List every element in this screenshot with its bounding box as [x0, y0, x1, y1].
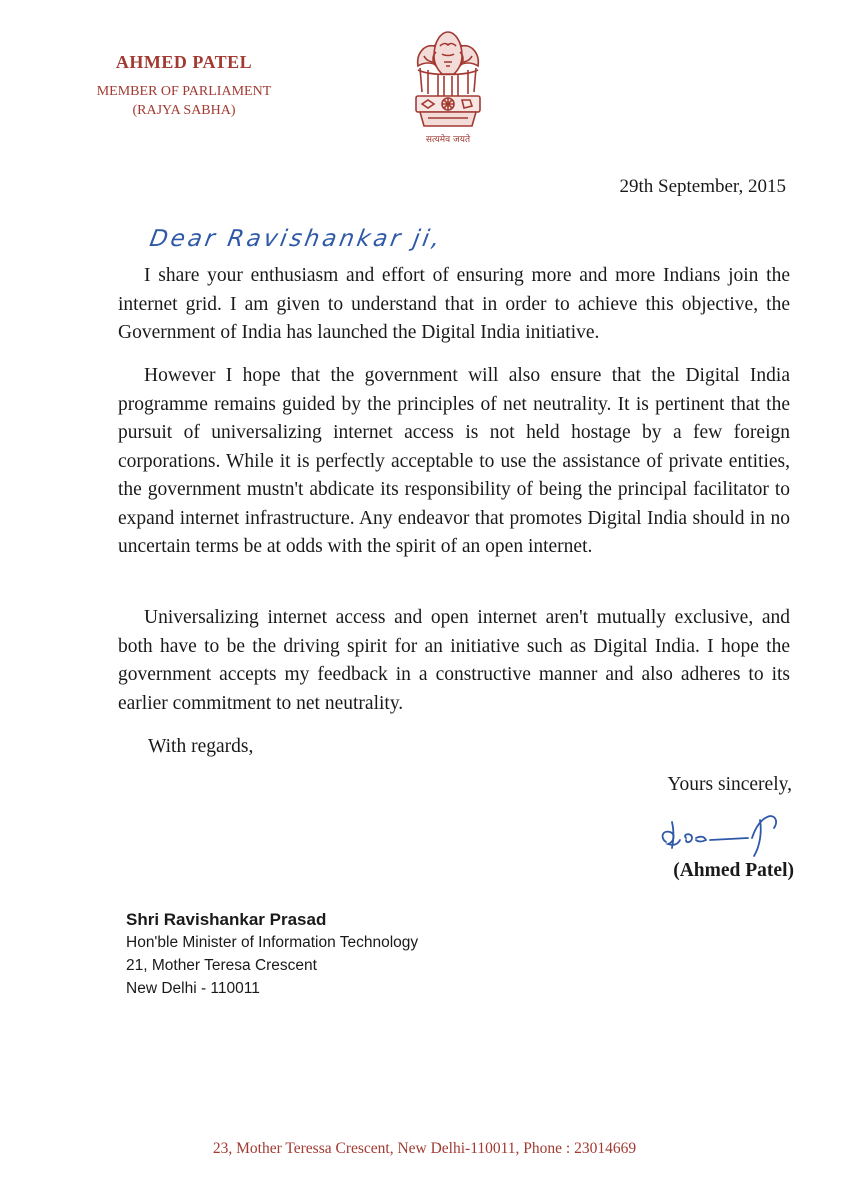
addressee-name: Shri Ravishankar Prasad — [126, 910, 327, 929]
letter-paragraph — [118, 362, 790, 562]
signed-name: (Ahmed Patel) — [673, 860, 794, 881]
letter-date: 29th September, 2015 — [619, 176, 786, 197]
signature — [652, 808, 802, 860]
addressee-address-line2: New Delhi - 110011 — [126, 980, 260, 997]
addressee-designation: Hon'ble Minister of Information Technology — [126, 934, 419, 951]
paragraph-text: However I hope that the government will also ensure that the Digital India programme remains guided by the principles of net neutrality. It is pertinent that the pursuit of universalizing internet access is not held hostage by a few foreign corporations. While it is perfectly acceptable to use the assistance of private entities, the government mustn't abdicate its responsibility of being the principal facilitator to expand internet infrastructure. Any endeavor that promotes Digital India should in no uncertain terms be at odds with the spirit of an open internet. — [118, 365, 790, 557]
addressee-block — [126, 908, 418, 1000]
letterhead-title-line2: (RAJYA SABHA) — [132, 103, 236, 118]
handwritten-salutation: Dear Ravishankar ji, — [147, 226, 445, 252]
paragraph-text: Universalizing internet access and open internet aren't mutually exclusive, and both have to be the driving spirit for an initiative such as Digital India. I hope the government accepts my feedback in a constructive manner and also adheres to its earlier commitment to net neutrality. — [118, 607, 790, 714]
emblem-motto: सत्यमेव जयते — [425, 135, 471, 145]
closing-line: Yours sincerely, — [667, 774, 792, 795]
addressee-address-line1: 21, Mother Teresa Crescent — [126, 957, 317, 974]
letter-paragraph — [118, 262, 790, 348]
letterhead-designation — [78, 82, 290, 120]
letter-paragraph — [118, 604, 790, 718]
letterhead-title-line1: MEMBER OF PARLIAMENT — [96, 84, 272, 99]
signature-scribble-icon — [652, 808, 802, 860]
letterhead-name: AHMED PATEL — [115, 52, 253, 72]
paragraph-text: I share your enthusiasm and effort of ensuring more and more Indians join the internet grid. I am given to understand that in order to achieve this objective, the Government of India has launched the Digital India initiative. — [118, 265, 790, 343]
lion-capital-icon — [410, 26, 486, 140]
regards-line: With regards, — [148, 736, 254, 757]
footer-address: 23, Mother Teressa Crescent, New Delhi-110011, Phone : 23014669 — [212, 1140, 637, 1157]
